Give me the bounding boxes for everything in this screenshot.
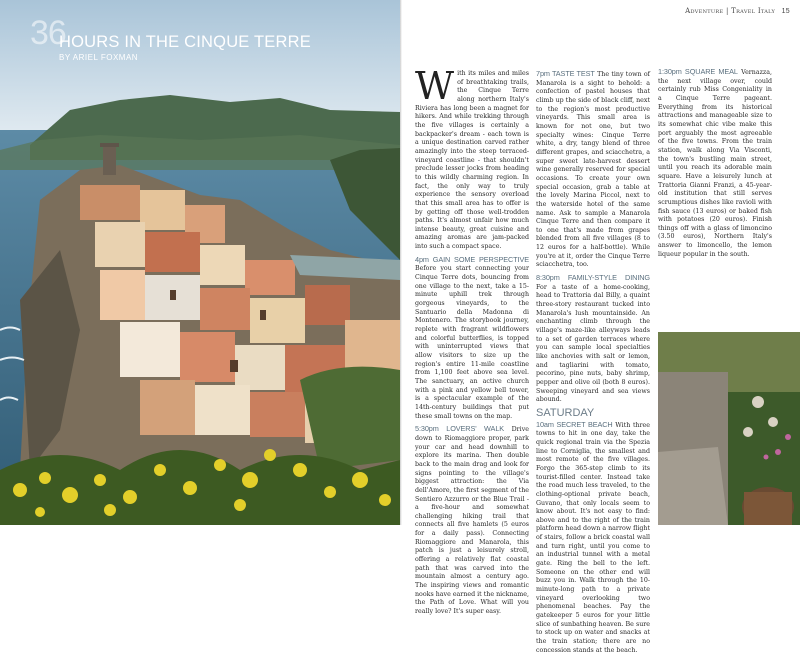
inset-photo-garden xyxy=(658,332,800,525)
day-heading: SATURDAY xyxy=(536,406,595,419)
column-3 xyxy=(658,68,772,259)
subhead: 8:30pm FAMILY-STYLE DINING xyxy=(536,273,650,283)
title-text: HOURS IN THE CINQUE TERRE xyxy=(59,33,311,51)
section-body: With three towns to hit in one day, take the quick regional train via the Spezia line to Corniglia, the smallest and most remote of the five villages. Forgo the 365-step climb to its tourist-filled center. Instead take the road much less traveled, to the clothing-optional private beach, Guvano, that only locals seem to know about. It's not easy to find: above and to the right of the train platform head down a narrow flight of stairs, follow a brick coastal wall and turn right, until you come to an industrial tunnel with a metal gate. Ring the bell to the left. Someone on the other end will buzz you in. Walk through the 10-minute-long path to a private vineyard overlooking two phenomenal beaches. Pay the gatekeeper 5 euros for your little slice of sunbathing heaven. Be sure to stock up on water and snacks at the train station; there are no concession stands at the beach. xyxy=(536,421,650,654)
section-body: The tiny town of Manarola is a sight to behold: a confection of pastel houses that climb up the side of black cliff, next to the region's most productive vineyards. This small area is known for not one, but two specialty wines: Cinque Terre white, a dry, tangy blend of three different grapes, and sciacchetra, a super sweet late-harvest dessert wine generally reserved for special occasions. To create your own special occasion, grab a table at the lovely Marina Piccol, next to the waterside hotel of the same name. Ask to sample a Manarola Cinque Terre and then compare it to one that's made from grapes blended from all five villages (8 to 12 euros for a half-bottle). While you're at it, order the Cinque Terre sciacchetra, too. xyxy=(536,71,650,269)
right-page xyxy=(402,0,800,654)
subhead: 10am SECRET BEACH xyxy=(536,419,613,429)
title-number: 36 xyxy=(30,14,66,52)
section-body: Before you start connecting your Cinque Terre dots, bouncing from one village to the next, take a 15-minute uphill trek through gorgeous vineyards, to the Santuario della Madonna di Montenero. The storybook journey, replete with fragrant wildflowers and colorful butterflies, is topped with uninterrupted views that allow visitors to size up the region's entire 11-mile coastline from 1,100 feet above sea level. The sanctuary, an active church with a pink and yellow bell tower, is a spectacular example of the 14th-century buildings that put these small towns on the map. xyxy=(415,265,529,420)
column-2 xyxy=(536,70,650,655)
section-square-meal xyxy=(658,68,772,259)
section-body: For a taste of a home-cooking, head to Trattoria dal Billy, a quaint three-story restaurant tucked into Manarola's lush mountainside. An enchanting climb through the village's maze-like alleyways leads to a set of garden terraces where you can sample local specialties like anchovies with salt or lemon, and tagliarini with tomato, pecorino, pine nuts, baby shrimp, pepper and olive oil (both 8 euros). Sweeping vineyard and sea views abound. xyxy=(536,283,650,404)
byline: BY ARIEL FOXMAN xyxy=(59,53,139,62)
page-number: 15 xyxy=(781,8,790,15)
intro-paragraph: ith its miles and miles of breathtaking trails, the Cinque Terre along northern Italy's Riviera has long been a magnet for hikers. And while trekking through the five villages is certainly a backpacker's dream - each town is a unique destination carved rather amazingly into the steep terraced-vineyard coastline - that shouldn't preclude lesser jocks from heading to this wildly charming region. In fact, the only way to truly experience the sensory overload that this small area has to offer is by getting off those well-trodden paths. It's almost unfair how much intense beauty, great cuisine and amazing aromas are jam-packed into such a compact space. xyxy=(415,70,529,251)
subhead: 7pm TASTE TEST xyxy=(536,69,595,78)
drop-cap: W xyxy=(415,64,455,108)
subhead: 5:30pm LOVERS' WALK xyxy=(415,424,505,434)
section-lovers-walk xyxy=(415,425,529,616)
column-1 xyxy=(415,64,529,617)
subhead: 4pm GAIN SOME PERSPECTIVE xyxy=(415,254,529,264)
left-page xyxy=(0,0,400,525)
section-label: Adventure | Travel Italy xyxy=(685,7,776,15)
section-family-dining xyxy=(536,274,650,405)
vernazza-photo xyxy=(0,0,400,525)
subhead: 1:30pm SQUARE MEAL xyxy=(658,67,738,76)
section-secret-beach xyxy=(536,421,650,655)
section-body: Drive down to Riomaggiore proper, park your car and head downhill to explore its marina. Then double back to the main drag and look for signs pointing to the village's biggest attraction: the Via dell'Amore, the first segment of the Sentiero Azzurro or the Blue Trail - a five-hour and somewhat challenging hiking trail that connects all five hamlets (5 euros for a daily pass). Connecting Riomaggiore and Manarola, this patch is just a leisurely stroll, offering a relatively flat coastal path that was carved into the mountain almost a century ago. The inspiring views and romantic nooks have earned it the nickname, the Path of Love. What will you really love? It's super easy. xyxy=(415,426,529,616)
section-body: Vernazza, the next village over, could certainly rub Miss Congeniality in a Cinque Terre pageant. Everything from its historical attractions and manageable size to its somewhat chic vibe make this port arguably the most agreeable of the five towns. From the train station, walk along Via Visconti, the town's bustling main street, until you reach its adorable main square. Have a leisurely lunch at Trattoria Gianni Franzi, a 45-year-old institution that still serves scrumptious dishes like ravioli with fish sauce (13 euros) or baked fish with potatoes (20 euros). Finish things off with a glass of limoncino (3.50 euros), Northern Italy's answer to limoncello, the lemon liqueur popular in the south. xyxy=(658,69,772,258)
running-head xyxy=(685,7,790,15)
section-gain-perspective xyxy=(415,256,529,421)
section-taste-test xyxy=(536,70,650,270)
